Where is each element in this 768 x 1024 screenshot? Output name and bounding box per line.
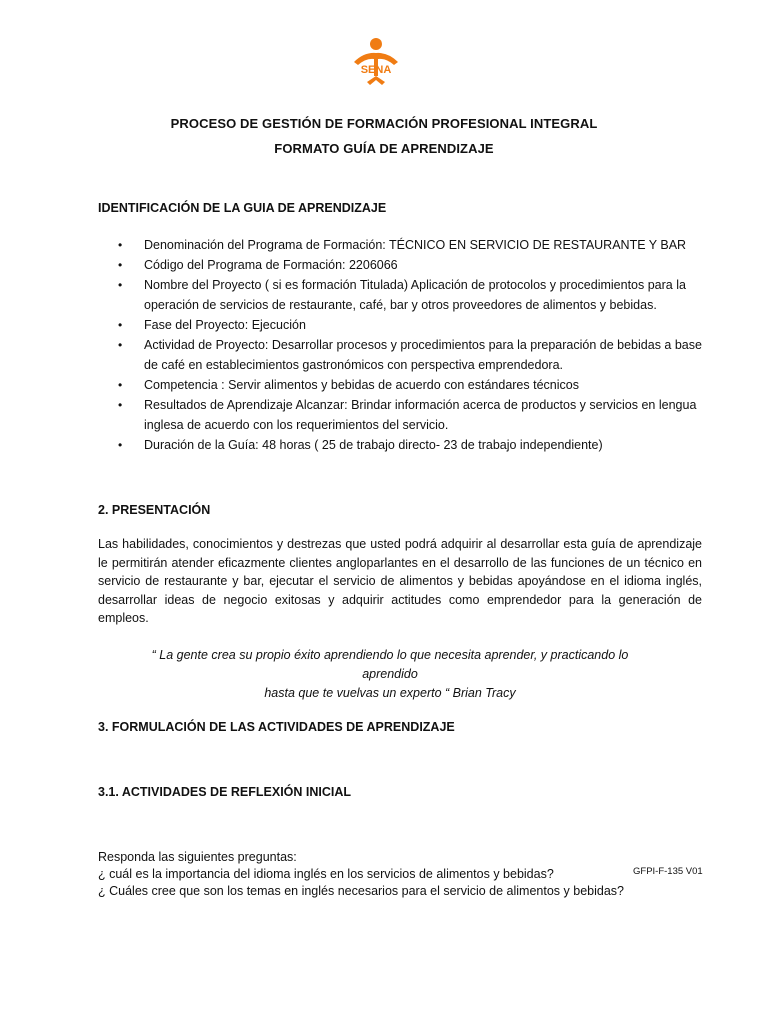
quote xyxy=(140,646,640,703)
identification-list xyxy=(98,235,718,455)
bullet-icon: • xyxy=(118,378,123,392)
list-item-text: Duración de la Guía: 48 horas ( 25 de trabajo directo- 23 de trabajo independiente) xyxy=(144,438,603,452)
logo-text: SENA xyxy=(360,64,392,76)
bullet-icon: • xyxy=(118,438,123,452)
list-item xyxy=(98,275,718,315)
list-item xyxy=(98,435,718,455)
bullet-icon: • xyxy=(118,318,123,332)
list-item-text: Código del Programa de Formación: 2206066 xyxy=(144,258,398,272)
bullet-icon: • xyxy=(118,398,123,412)
quote-line: “ La gente crea su propio éxito aprendiendo lo que necesita aprender, y practicando lo aprendido xyxy=(151,648,629,681)
presentation-title: 2. PRESENTACIÓN xyxy=(98,503,211,517)
list-item-text: Nombre del Proyecto ( si es formación Titulada) Aplicación de protocolos y procedimientos para la operación de servicios de restaurante, café, bar y otros proveedores de alimentos y bebidas. xyxy=(144,278,686,312)
bullet-icon: • xyxy=(118,258,123,272)
identification-title: IDENTIFICACIÓN DE LA GUIA DE APRENDIZAJE xyxy=(98,201,387,215)
process-heading: PROCESO DE GESTIÓN DE FORMACIÓN PROFESIONAL INTEGRAL xyxy=(170,116,598,131)
question-item: ¿ Cuáles cree que son los temas en inglés necesarios para el servicio de alimentos y bebidas? xyxy=(98,884,624,898)
list-item xyxy=(98,375,718,395)
format-heading: FORMATO GUÍA DE APRENDIZAJE xyxy=(274,141,494,156)
sena-logo xyxy=(340,36,412,96)
list-item-text: Fase del Proyecto: Ejecución xyxy=(144,318,306,332)
list-item xyxy=(98,255,718,275)
questions-intro: Responda las siguientes preguntas: xyxy=(98,850,297,864)
quote-line: hasta que te vuelvas un experto “ Brian Tracy xyxy=(264,686,516,700)
list-item-text: Resultados de Aprendizaje Alcanzar: Brindar información acerca de productos y servicios en lengua inglesa de acuerdo con los requerimientos del servicio. xyxy=(144,398,697,432)
list-item xyxy=(98,335,718,375)
bullet-icon: • xyxy=(118,338,123,352)
questions-block xyxy=(98,849,658,900)
sena-logo-graphic xyxy=(340,36,412,96)
presentation-paragraph: Las habilidades, conocimientos y destrezas que usted podrá adquirir al desarrollar esta guía de aprendizaje le permitirán atender eficazmente clientes angloparlantes en el desarrollo de las funciones de un técnico en servicio de restaurante y bar, ejecutar el servicio de alimentos y bebidas apoyándose en el idioma inglés, desarrollar ideas de negocio exitosas y adquirir actitudes como emprendedor para la generación de empleos. xyxy=(98,537,702,625)
reflection-title: 3.1. ACTIVIDADES DE REFLEXIÓN INICIAL xyxy=(98,785,352,799)
list-item xyxy=(98,315,718,335)
list-item-text: Denominación del Programa de Formación: TÉCNICO EN SERVICIO DE RESTAURANTE Y BAR xyxy=(144,238,687,252)
list-item xyxy=(98,395,718,435)
list-item-text: Actividad de Proyecto: Desarrollar procesos y procedimientos para la preparación de bebidas a base de café en establecimientos gastronómicos con perspectiva emprendedora. xyxy=(144,338,702,372)
document-code: GFPI-F-135 V01 xyxy=(633,866,703,877)
bullet-icon: • xyxy=(118,238,123,252)
question-item: ¿ cuál es la importancia del idioma inglés en los servicios de alimentos y bebidas? xyxy=(98,867,554,881)
list-item xyxy=(98,235,718,255)
bullet-icon: • xyxy=(118,278,123,292)
formulation-title: 3. FORMULACIÓN DE LAS ACTIVIDADES DE APRENDIZAJE xyxy=(98,720,455,734)
list-item-text: Competencia : Servir alimentos y bebidas de acuerdo con estándares técnicos xyxy=(144,378,579,392)
